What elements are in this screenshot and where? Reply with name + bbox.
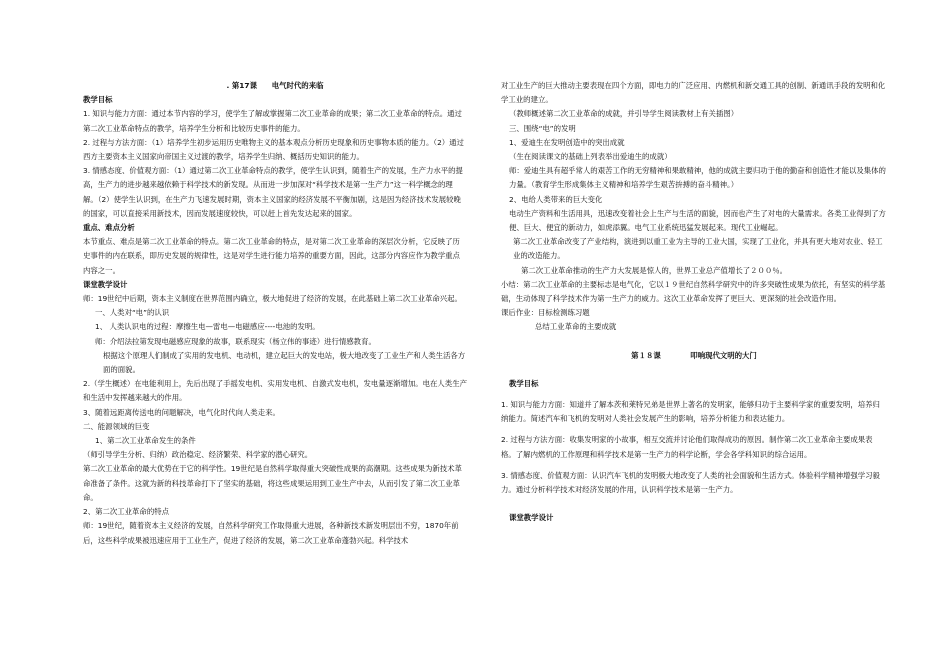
left_column-paragraph-1: . 第17课 电气时代的来临: [226, 81, 324, 90]
right_column-paragraph-4: 1、爱迪生在发明创造中的突出成就: [509, 137, 625, 147]
left_column-paragraph-18: （师引导学生分析、归纳）政治稳定、经济繁荣、科学家的潜心研究。: [83, 450, 313, 460]
left_column-paragraph-8: 课堂教学设计: [83, 279, 128, 289]
left_column-paragraph-10: 一、人类对“电”的认识: [95, 308, 170, 318]
lesson18-design-heading: 课堂教学设计: [509, 513, 554, 523]
right_column-paragraph-9: 第二次工业革命改变了产业结构，演进到以重工业为主导的工业大国，实现了工业化，并具有更大地对农业、轻工业的改造能力。: [513, 237, 883, 261]
right_column-paragraph-8: 电动生产资料和生活用具，迅速改变着社会上生产与生活的面貌，因而也产生了对电的大量需求。各类工业得到了方便、巨大、便宜的新动力，如虎添翼。电气工业系统迅猛发展起来。现代工业崛起。: [509, 208, 886, 233]
left_column-paragraph-15: 3、随着远距离传送电的问题解决，电气化时代向人类走来。: [83, 407, 280, 417]
right_column-paragraph-11: 小结：第二次工业革命的主要标志是电气化，它以１９世纪自然科学研究中的许多突破性成果为依托，有坚实的科学基础，生动体现了科学技术作为第一生产力的威力。这次工业革命发挥了更巨大、更深刻的社会改造作用。: [501, 279, 886, 304]
left_column-paragraph-4: 2. 过程与方法方面：（1）培养学生初步运用历史唯物主义的基本观点分析历史现象和历史事物本质的能力。（2）通过西方主要资本主义国家向帝国主义过渡的教学，培养学生归纳、概括历史知识的能力。: [83, 137, 464, 162]
left_column-paragraph-14: 2.（学生概述）在电能利用上，先后出现了手摇发电机、实用发电机、自激式发电机，发电量逐渐增加。电在人类生产和生活中发挥越来越大的作用。: [83, 379, 467, 403]
lesson18-objectives-heading: 教学目标: [509, 378, 539, 388]
right_column-paragraph-12: 课后作业：目标检测练习题: [501, 308, 590, 318]
right_column-paragraph-1: 对工业生产的巨大推动主要表现在四个方面，即电力的广泛应用、内燃机和新交通工具的创制、新通讯手段的发明和化学工业的建立。: [501, 81, 886, 105]
right_column-paragraph-3: 三、围绕“电”的发明: [509, 123, 576, 133]
right_column-paragraph-6: 师：爱迪生具有超乎常人的艰苦工作的无穷精神和果敢精神，他的成就主要归功于他的勤奋和创造性才能以及集体的力量。（教育学生形成集体主义精神和培养学生艰苦拚搏的奋斗精神。）: [509, 166, 886, 190]
right_column-paragraph-10: 第二次工业革命推动的生产力大发展是惊人的，世界工业总产值增长了２００％。: [521, 265, 788, 275]
left_column-paragraph-5: 3. 情感态度、价值观方面：（1）通过第二次工业革命特点的教学，使学生认识到，随着生产的发展，生产力水平的提高，生产力的进步越来越依赖于科学技术的新发现。从而进一步加深对“科学技术是第一生产力”这一科学概念的理解。（2）使学生认识到，在生产力飞速发展时期，资本主义国家的经济发展不平衡加剧，这是因为经济技术发展较晚的国家，可以直接采用新技术，因而发展速度较快，可以赶上首先发达起来的国家。: [83, 166, 463, 218]
left_column-paragraph-6: 重点、难点分析: [83, 223, 135, 233]
lesson18-objective-1: 1. 知识与能力方面：知道并了解本茨和莱特兄弟是世界上著名的发明家，能够归功于主要科学家的重要发明，培养归纳能力。简述汽车和飞机的发明对人类社会发展产生的影响，培养分析能力和表达能力。: [501, 400, 880, 424]
left_column-paragraph-12: 师：介绍法拉第发现电磁感应现象的故事，联系现实（杨立伟的事迹）进行情感教育。: [95, 336, 376, 346]
right-column-paragraphs: [501, 79, 887, 335]
left_column-paragraph-19: 第二次工业革命的最大优势在于它的科学性。19世纪是自然科学取得重大突破性成果的高潮期。这些成果为新技术革命准备了条件。这就为新的科技革命打下了坚实的基础，将这些成果运用到工业生产中去，从而引发了第二次工业革命。: [83, 464, 462, 502]
left_column-paragraph-21: 师：19世纪，随着资本主义经济的发展，自然科学研究工作取得重大进展，各种新技术新发明层出不穷，1870年前后，这些科学成果被迅速应用于工业生产，促进了经济的发展，第二次工业革命蓬勃兴起。科学技术: [83, 521, 459, 545]
left_column-paragraph-3: 1. 知识与能力方面：通过本节内容的学习，使学生了解或掌握第二次工业革命的成果；第二次工业革命的特点。通过第二次工业革命特点的教学，培养学生分析和比较历史事件的能力。: [83, 109, 462, 133]
left_column-paragraph-13: 根据这个原理人们制成了实用的发电机、电动机，建立起巨大的发电站，极大地改变了工业生产和人类生活各方面的面貌。: [103, 350, 466, 375]
left_column-paragraph-7: 本节重点、难点是第二次工业革命的特点。第二次工业革命的特点，是对第二次工业革命的深层次分析，它反映了历史事件的内在联系，即历史发展的规律性，这是对学生进行能力培养的重要方面，因此，这部分内容应作为教学重点内容之一。: [83, 237, 460, 275]
left_column-paragraph-17: 1、第二次工业革命发生的条件: [95, 436, 196, 446]
right_column-paragraph-2: （教师概述第二次工业革命的成就，并引导学生阅读教材上有关插图）: [509, 109, 739, 119]
right_column-paragraph-5: （生在阅读课文的基础上列表举出爱迪生的成就）: [509, 152, 672, 162]
left-column: [83, 79, 467, 548]
left_column-paragraph-20: 2、第二次工业革命的特点: [83, 507, 170, 517]
right_column-paragraph-7: 2、电给人类带来的巨大变化: [509, 194, 603, 204]
left_column-paragraph-9: 师：19世纪中后期，资本主义制度在世界范围内确立，极大地促进了经济的发展，在此基础上第二次工业革命兴起。: [83, 294, 462, 304]
left_column-paragraph-11: 1、 人类认识电的过程：摩擦生电—雷电—电磁感应----电池的发明。: [95, 322, 320, 332]
left_column-paragraph-16: 二、能源领域的巨变: [83, 421, 150, 431]
lesson18-objective-2: 2. 过程与方法方面：收集发明家的小故事，相互交流并讨论他们取得成功的原因。制作第二次工业革命主要成果表格。了解内燃机的工作原理和科学技术是第一生产力的科学论断，学会各学科知识的综合运用。: [501, 435, 873, 459]
lesson18-objective-3: 3. 情感态度、价值观方面：认识汽车飞机的发明极大地改变了人类的社会面貌和生活方式。体验科学精神增强学习毅力。通过分析科学技术对经济发展的作用，认识科学技术是第一生产力。: [501, 470, 880, 495]
right-column: [501, 79, 887, 525]
left_column-paragraph-2: 教学目标: [83, 95, 113, 105]
lesson18-title: 第１８课 叩响现代文明的大门: [631, 350, 757, 360]
right_column-paragraph-13: 总结工业革命的主要成就: [535, 322, 617, 332]
